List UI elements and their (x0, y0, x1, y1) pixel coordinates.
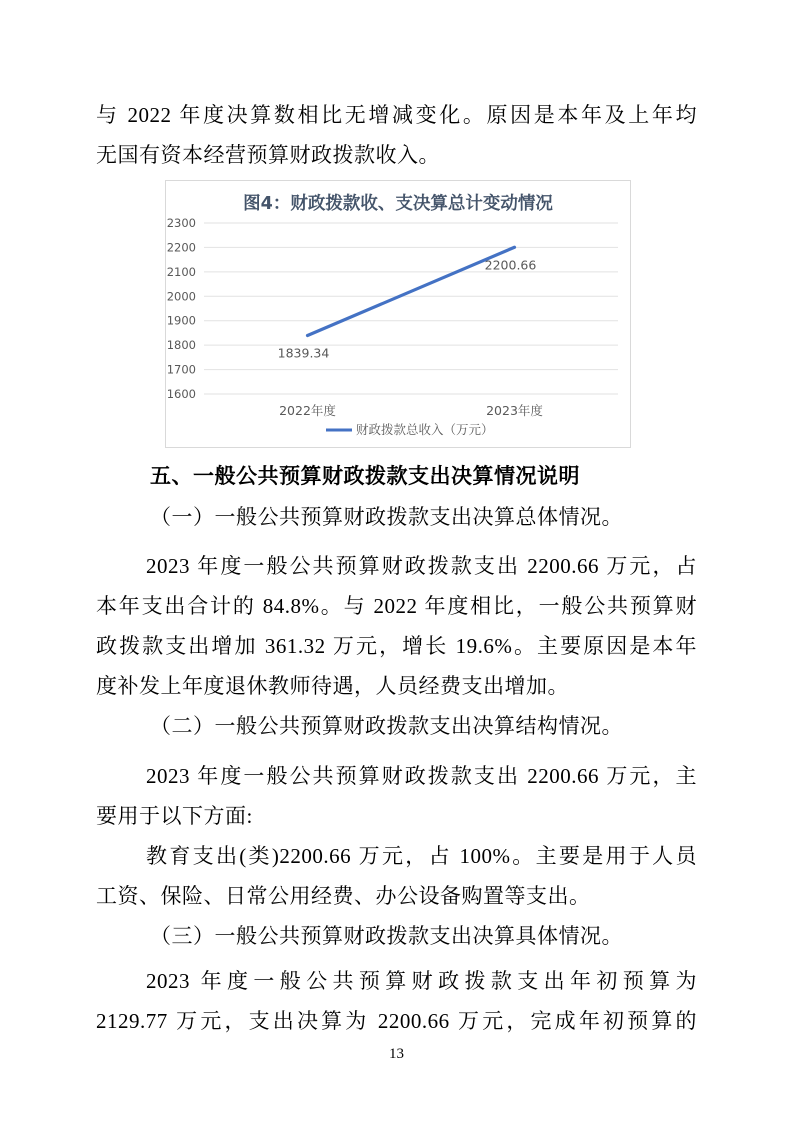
body-text-line: 政拨款支出增加 361.32 万元，增长 19.6%。主要原因是本年 (96, 634, 697, 658)
paragraph-3 (96, 836, 697, 916)
body-text-line: 2023 年度一般公共预算财政拨款支出年初预算为 (146, 969, 697, 993)
body-text-line: 2129.77 万元，支出决算为 2200.66 万元，完成年初预算的 (96, 1009, 697, 1033)
y-tick-label: 1700 (166, 362, 196, 377)
body-text-line: 2023 年度一般公共预算财政拨款支出 2200.66 万元，主 (146, 764, 697, 788)
y-tick-label: 1600 (166, 387, 196, 401)
paragraph-intro (96, 95, 697, 175)
paragraph-1 (96, 546, 697, 706)
series-line (308, 247, 515, 335)
y-tick-label: 2300 (166, 216, 196, 230)
paragraph-4 (96, 961, 697, 1041)
legend-label: 财政拨款总收入（万元） (356, 422, 494, 437)
body-text-line: 与 2022 年度决算数相比无增减变化。原因是本年及上年均 (96, 103, 697, 127)
paragraph-2 (96, 756, 697, 836)
y-tick-label: 1900 (166, 313, 196, 328)
data-label: 2200.66 (484, 257, 537, 273)
chart-title: 图4：财政拨款收、支决算总计变动情况 (243, 194, 553, 214)
subsection-heading-2: （二）一般公共预算财政拨款支出决算结构情况。 (150, 714, 623, 738)
body-text-line: 工资、保险、日常公用经费、办公设备购置等支出。 (96, 884, 591, 908)
body-text-line: 度补发上年度退休教师待遇，人员经费支出增加。 (96, 674, 569, 698)
y-tick-label: 2200 (166, 240, 196, 255)
x-axis-label: 2022年度 (279, 403, 336, 418)
data-label: 1839.34 (277, 345, 330, 361)
x-axis-label: 2023年度 (486, 403, 543, 418)
body-text-line: 教育支出(类)2200.66 万元，占 100%。主要是用于人员 (146, 844, 697, 868)
y-tick-label: 2000 (166, 289, 196, 304)
subsection-heading-1: （一）一般公共预算财政拨款支出决算总体情况。 (150, 505, 623, 529)
body-text-line: 2023 年度一般公共预算财政拨款支出 2200.66 万元，占 (146, 554, 697, 578)
subsection-heading-3: （三）一般公共预算财政拨款支出决算具体情况。 (150, 924, 623, 948)
body-text-line: 本年支出合计的 84.8%。与 2022 年度相比，一般公共预算财 (96, 594, 697, 618)
figure-4-chart (165, 180, 631, 448)
body-text-line: 要用于以下方面: (96, 804, 253, 828)
line-chart (166, 181, 630, 447)
y-tick-label: 1800 (166, 338, 196, 353)
body-text-line: 无国有资本经营预算财政拨款收入。 (96, 143, 440, 167)
y-tick-label: 2100 (166, 264, 196, 279)
page-number: 13 (389, 1046, 404, 1062)
section-heading: 五、一般公共预算财政拨款支出决算情况说明 (150, 465, 580, 488)
